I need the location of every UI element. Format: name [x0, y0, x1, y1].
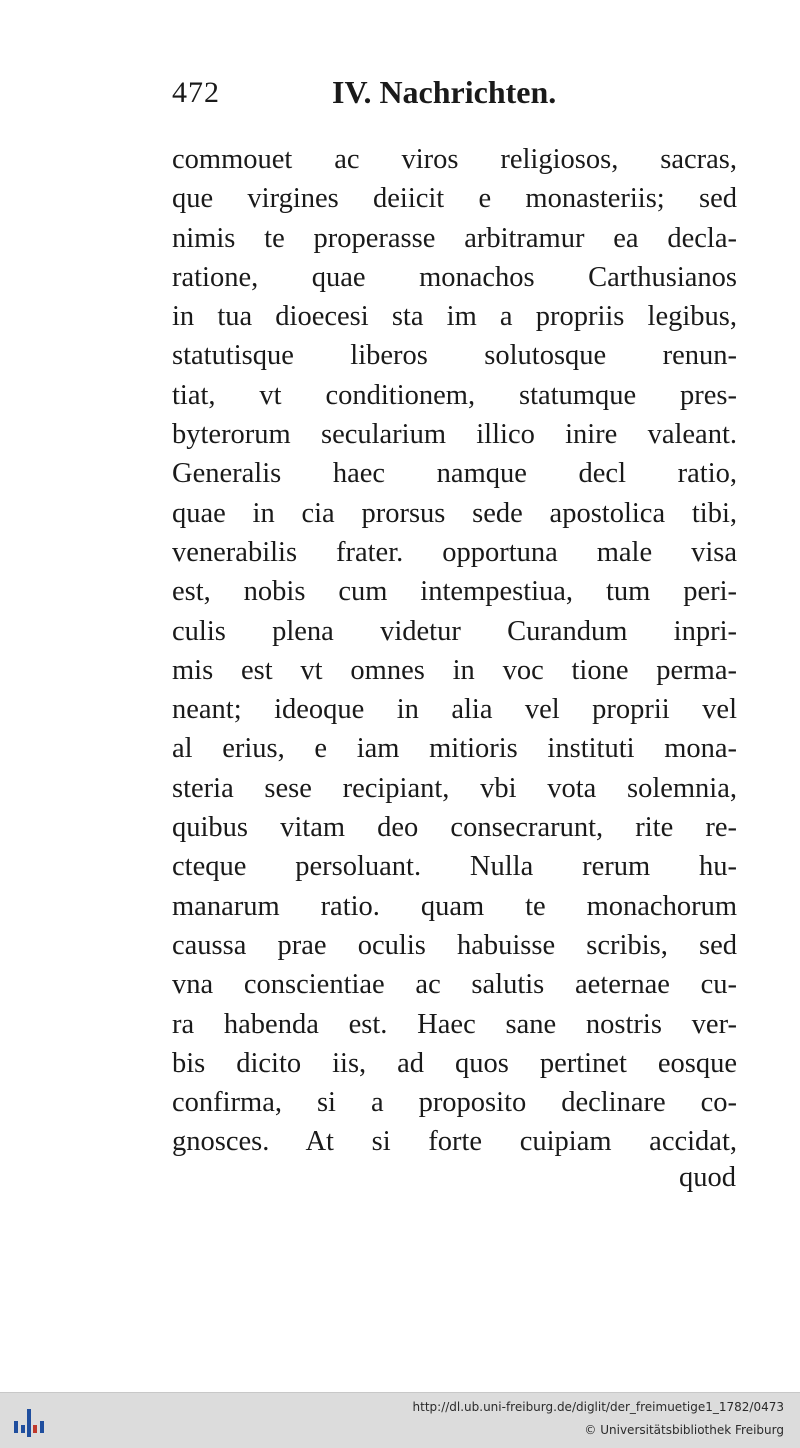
text-line-10: quae in cia prorsus sede apostolica tibi,: [172, 497, 737, 529]
text-line-18: quibus vitam deo consecrarunt, rite re-: [172, 812, 737, 844]
text-line-21: caussa prae oculis habuisse scribis, sed: [172, 929, 737, 961]
text-line-25: confirma, si a proposito declinare co-: [172, 1087, 737, 1119]
text-line-15: neant; ideoque in alia vel proprii vel: [172, 694, 737, 726]
text-line-8: byterorum secularium illico inire valeant.: [172, 419, 737, 451]
footer-bar: [0, 1392, 800, 1448]
text-line-22: vna conscientiae ac salutis aeternae cu-: [172, 969, 737, 1001]
page-number: 472: [172, 76, 220, 109]
text-line-6: statutisque liberos solutosque renun-: [172, 340, 737, 372]
text-line-1: commouet ac viros religiosos, sacras,: [172, 144, 737, 175]
text-line-23: ra habenda est. Haec sane nostris ver-: [172, 1008, 737, 1040]
text-line-12: est, nobis cum intempestiua, tum peri-: [172, 576, 737, 608]
text-line-26: gnosces. At si forte cuipiam accidat,: [172, 1126, 737, 1158]
library-logo-icon: [12, 1405, 46, 1439]
catchword: quod: [679, 1162, 736, 1193]
text-line-7: tiat, vt conditionem, statumque pres-: [172, 379, 737, 411]
running-head: [172, 70, 592, 120]
text-line-5: in tua dioecesi sta im a propriis legibus,: [172, 301, 737, 333]
text-line-3: nimis te properasse arbitramur ea decla-: [172, 222, 737, 254]
copyright-notice: © Universitätsbibliothek Freiburg: [584, 1423, 784, 1437]
text-line-16: al erius, e iam mitioris instituti mona-: [172, 733, 737, 765]
text-line-11: venerabilis frater. opportuna male visa: [172, 536, 737, 568]
text-line-24: bis dicito iis, ad quos pertinet eosque: [172, 1047, 737, 1079]
text-line-20: manarum ratio. quam te monachorum: [172, 890, 737, 922]
section-title: IV. Nachrichten.: [332, 74, 557, 110]
text-line-2: que virgines deiicit e monasteriis; sed: [172, 183, 737, 215]
text-line-14: mis est vt omnes in voc tione perma-: [172, 654, 737, 686]
text-line-17: steria sese recipiant, vbi vota solemnia,: [172, 772, 737, 804]
permalink-url[interactable]: http://dl.ub.uni-freiburg.de/diglit/der_freimuetige1_1782/0473: [412, 1400, 784, 1414]
text-line-19: cteque persoluant. Nulla rerum hu-: [172, 851, 737, 883]
body-text: [172, 140, 737, 1162]
text-line-4: ratione, quae monachos Carthusianos: [172, 261, 737, 293]
text-line-9: Generalis haec namque decl ratio,: [172, 458, 737, 490]
text-line-13: culis plena videtur Curandum inpri-: [172, 615, 737, 647]
